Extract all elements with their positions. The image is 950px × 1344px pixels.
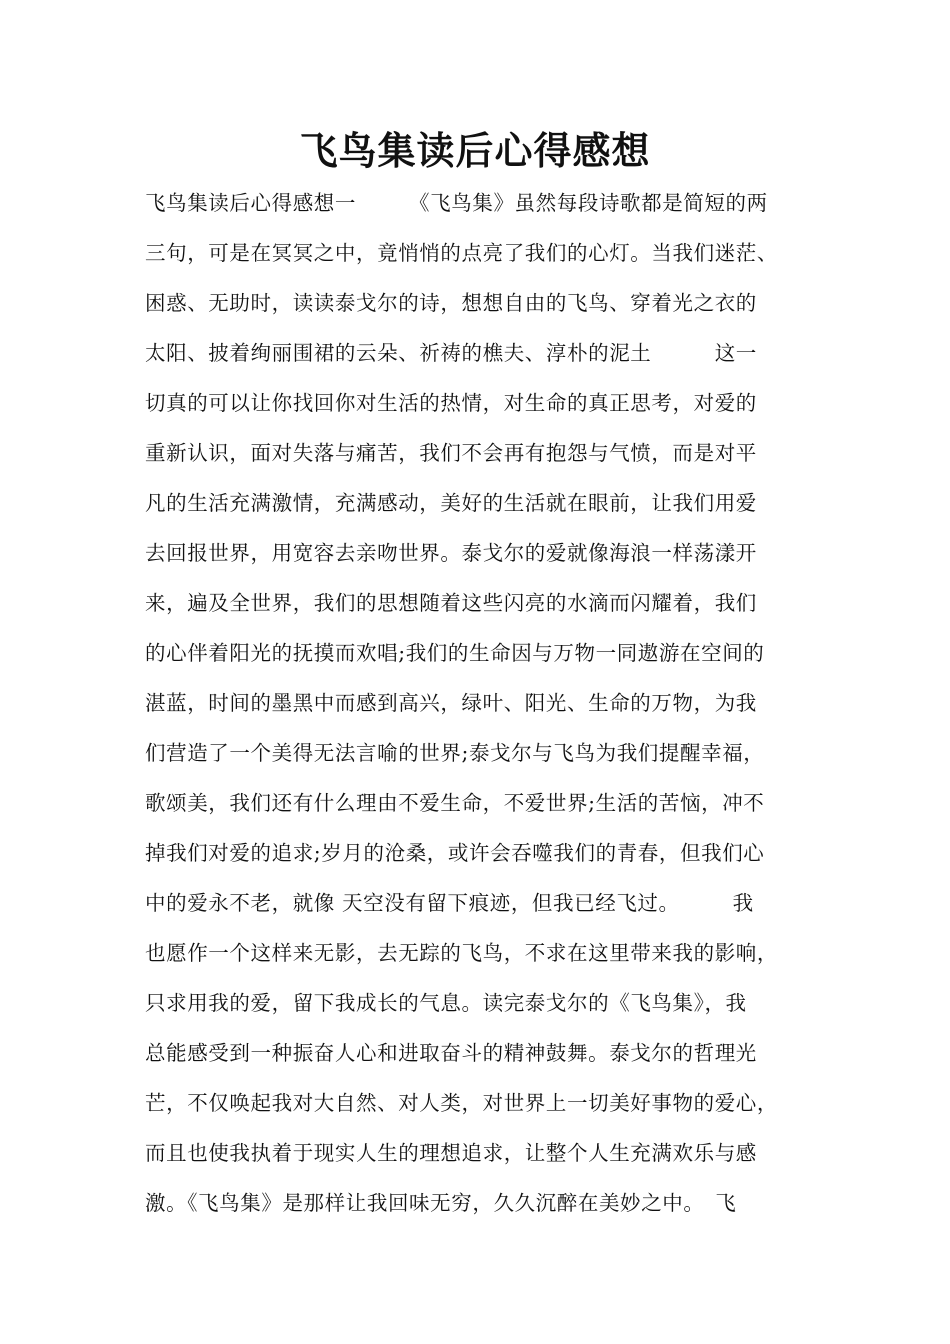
text-line: 也愿作一个这样来无影，去无踪的飞鸟，不求在这里带来我的影响， [145, 941, 778, 965]
text-line: 太阳、披着绚丽围裙的云朵、祈祷的樵夫、淳朴的泥土 这一 [145, 341, 757, 365]
text-line: 来，遍及全世界，我们的思想随着这些闪亮的水滴而闪耀着，我们 [145, 591, 757, 615]
text-line: 掉我们对爱的追求;岁月的沧桑，或许会吞噬我们的青春，但我们心 [145, 841, 765, 865]
text-line: 重新认识，面对失落与痛苦，我们不会再有抱怨与气愤，而是对平 [145, 441, 757, 465]
text-line: 总能感受到一种振奋人心和进取奋斗的精神鼓舞。泰戈尔的哲理光 [145, 1041, 757, 1065]
text-line: 的心伴着阳光的抚摸而欢唱;我们的生命因与万物一同遨游在空间的 [145, 641, 765, 665]
text-line: 而且也使我执着于现实人生的理想追求，让整个人生充满欢乐与感 [145, 1141, 757, 1165]
text-line: 去回报世界，用宽容去亲吻世界。泰戈尔的爱就像海浪一样荡漾开 [145, 541, 757, 565]
text-line: 们营造了一个美得无法言喻的世界;泰戈尔与飞鸟为我们提醒幸福， [145, 741, 765, 765]
text-line: 切真的可以让你找回你对生活的热情，对生命的真正思考，对爱的 [145, 391, 757, 415]
text-line: 激。《飞鸟集》是那样让我回味无穷，久久沉醉在美妙之中。 飞 [145, 1191, 737, 1215]
text-line: 只求用我的爱，留下我成长的气息。读完泰戈尔的《飞鸟集》，我 [145, 991, 747, 1015]
document-body [145, 178, 825, 1228]
text-line: 困惑、无助时，读读泰戈尔的诗，想想自由的飞鸟、穿着光之衣的 [145, 291, 757, 315]
document-title: 飞鸟集读后心得感想 [299, 129, 651, 173]
text-line: 歌颂美，我们还有什么理由不爱生命，不爱世界;生活的苦恼，冲不 [145, 791, 765, 815]
text-line: 三句，可是在冥冥之中，竟悄悄的点亮了我们的心灯。当我们迷茫、 [145, 241, 778, 265]
text-line: 凡的生活充满激情，充满感动，美好的生活就在眼前，让我们用爱 [145, 491, 757, 515]
text-line: 芒，不仅唤起我对大自然、对人类，对世界上一切美好事物的爱心， [145, 1091, 778, 1115]
text-line: 中的爱永不老，就像 天空没有留下痕迹，但我已经飞过。 我 [145, 891, 754, 915]
text-line: 飞鸟集读后心得感想一 《飞鸟集》虽然每段诗歌都是简短的两 [145, 191, 768, 215]
text-line: 湛蓝，时间的墨黑中而感到高兴，绿叶、阳光、生命的万物，为我 [145, 691, 757, 715]
